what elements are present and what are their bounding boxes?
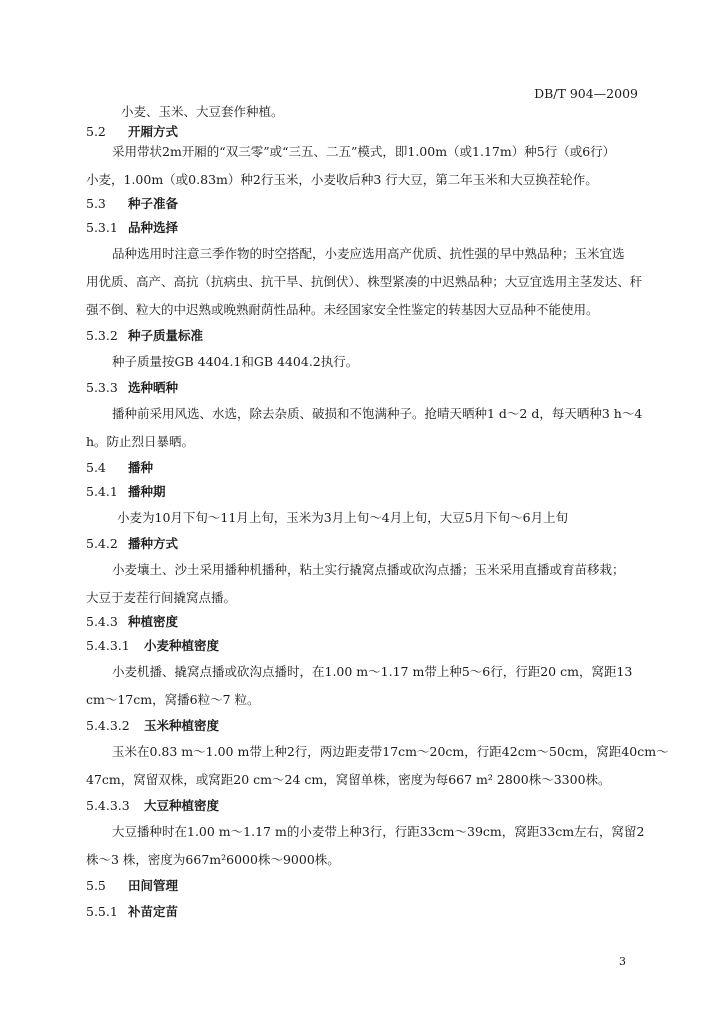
section-number: 5.5: [86, 878, 106, 893]
section-heading-5-3-1: [86, 220, 178, 236]
section-heading-5-3-2: [86, 328, 203, 344]
paragraph-line: 强不倒、粒大的中迟熟或晚熟耐荫性品种。未经国家安全性鉴定的转基因大豆品种不能使用。: [86, 302, 599, 317]
paragraph-line: 小麦机播、撬窝点播或砍沟点播时，在1.00 m～1.17 m带上种5～6行，行距20 cm，窝距13: [112, 664, 633, 679]
section-number: 5.4.1: [86, 484, 118, 499]
section-heading-5-4-3: [86, 614, 178, 630]
paragraph-line: 小麦、玉米、大豆套作种植。: [121, 104, 284, 119]
section-title: 大豆种植密度: [144, 798, 220, 813]
paragraph-line: 品种选用时注意三季作物的时空搭配，小麦应选用高产优质、抗性强的早中熟品种；玉米宜选: [112, 246, 625, 261]
section-title: 田间管理: [128, 878, 179, 893]
section-heading-5-4-3-3: [86, 798, 219, 814]
section-title: 种子准备: [128, 196, 179, 211]
paragraph-line: 大豆于麦茬行间撬窝点播。: [86, 590, 237, 605]
section-number: 5.4: [86, 460, 106, 475]
section-heading-5-5-1: [86, 904, 178, 920]
page-number: 3: [619, 955, 626, 968]
section-heading-5-4-3-2: [86, 718, 219, 734]
section-number: 5.4.3.1: [86, 638, 130, 653]
section-number: 5.3.1: [86, 220, 118, 235]
section-number: 5.4.3.3: [86, 798, 130, 813]
paragraph-line: 播种前采用风选、水选，除去杂质、破损和不饱满种子。抢晴天晒种1 d～2 d，每天晒种3 h～4: [112, 406, 643, 421]
section-title: 玉米种植密度: [144, 718, 220, 733]
section-title: 开厢方式: [128, 124, 179, 139]
section-heading-5-3: [86, 196, 178, 212]
paragraph-line: cm～17cm，窝播6粒～7 粒。: [86, 692, 260, 707]
standard-code: DB/T 904—2009: [534, 86, 638, 101]
paragraph-line: 小麦壤土、沙土采用播种机播种，粘土实行撬窝点播或砍沟点播；玉米采用直播或育苗移栽；: [112, 562, 625, 577]
paragraph-line: 大豆播种时在1.00 m～1.17 m的小麦带上种3行，行距33cm～39cm，窝距33cm左右，窝留2: [112, 824, 645, 839]
section-number: 5.4.2: [86, 536, 118, 551]
paragraph-line: 采用带状2m开厢的“双三零”或“三五、二五”模式，即1.00m（或1.17m）种5行（或6行）: [112, 144, 616, 159]
section-title: 品种选择: [128, 220, 179, 235]
paragraph-line: 小麦为10月下旬～11月上旬，玉米为3月上旬～4月上旬，大豆5月下旬～6月上旬: [117, 510, 569, 525]
paragraph-line: 用优质、高产、高抗（抗病虫、抗干旱、抗倒伏）、株型紧凑的中迟熟品种；大豆宜选用主茎发达、秆: [86, 274, 643, 289]
section-title: 补苗定苗: [128, 904, 179, 919]
section-heading-5-4-2: [86, 536, 178, 552]
section-heading-5-4-1: [86, 484, 166, 500]
section-number: 5.3.2: [86, 328, 118, 343]
section-heading-5-4: [86, 460, 153, 476]
paragraph-line: h。防止烈日暴晒。: [86, 434, 195, 449]
section-title: 播种期: [128, 484, 166, 499]
paragraph-line: 玉米在0.83 m～1.00 m带上种2行，两边距麦带17cm～20cm，行距42cm～50cm，窝距40cm～: [112, 744, 669, 759]
paragraph-line: 种子质量按GB 4404.1和GB 4404.2执行。: [112, 354, 359, 369]
section-title: 小麦种植密度: [144, 638, 220, 653]
section-number: 5.3: [86, 196, 106, 211]
section-heading-5-4-3-1: [86, 638, 219, 654]
section-heading-5-3-3: [86, 380, 178, 396]
section-heading-5-2: [86, 124, 178, 140]
paragraph-line: 47cm，窝留双株，或窝距20 cm～24 cm，窝留单株，密度为每667 m² 2800株～3300株。: [86, 772, 611, 787]
section-title: 种子质量标准: [128, 328, 204, 343]
section-heading-5-5: [86, 878, 178, 894]
paragraph-line: 株～3 株，密度为667m²6000株～9000株。: [86, 852, 340, 867]
section-number: 5.4.3.2: [86, 718, 130, 733]
section-title: 种植密度: [128, 614, 179, 629]
section-title: 播种: [128, 460, 154, 475]
section-number: 5.3.3: [86, 380, 118, 395]
section-title: 选种晒种: [128, 380, 179, 395]
section-number: 5.5.1: [86, 904, 118, 919]
section-title: 播种方式: [128, 536, 179, 551]
section-number: 5.2: [86, 124, 106, 139]
paragraph-line: 小麦，1.00m（或0.83m）种2行玉米，小麦收后种3 行大豆，第二年玉米和大豆换茬轮作。: [86, 172, 598, 187]
section-number: 5.4.3: [86, 614, 118, 629]
